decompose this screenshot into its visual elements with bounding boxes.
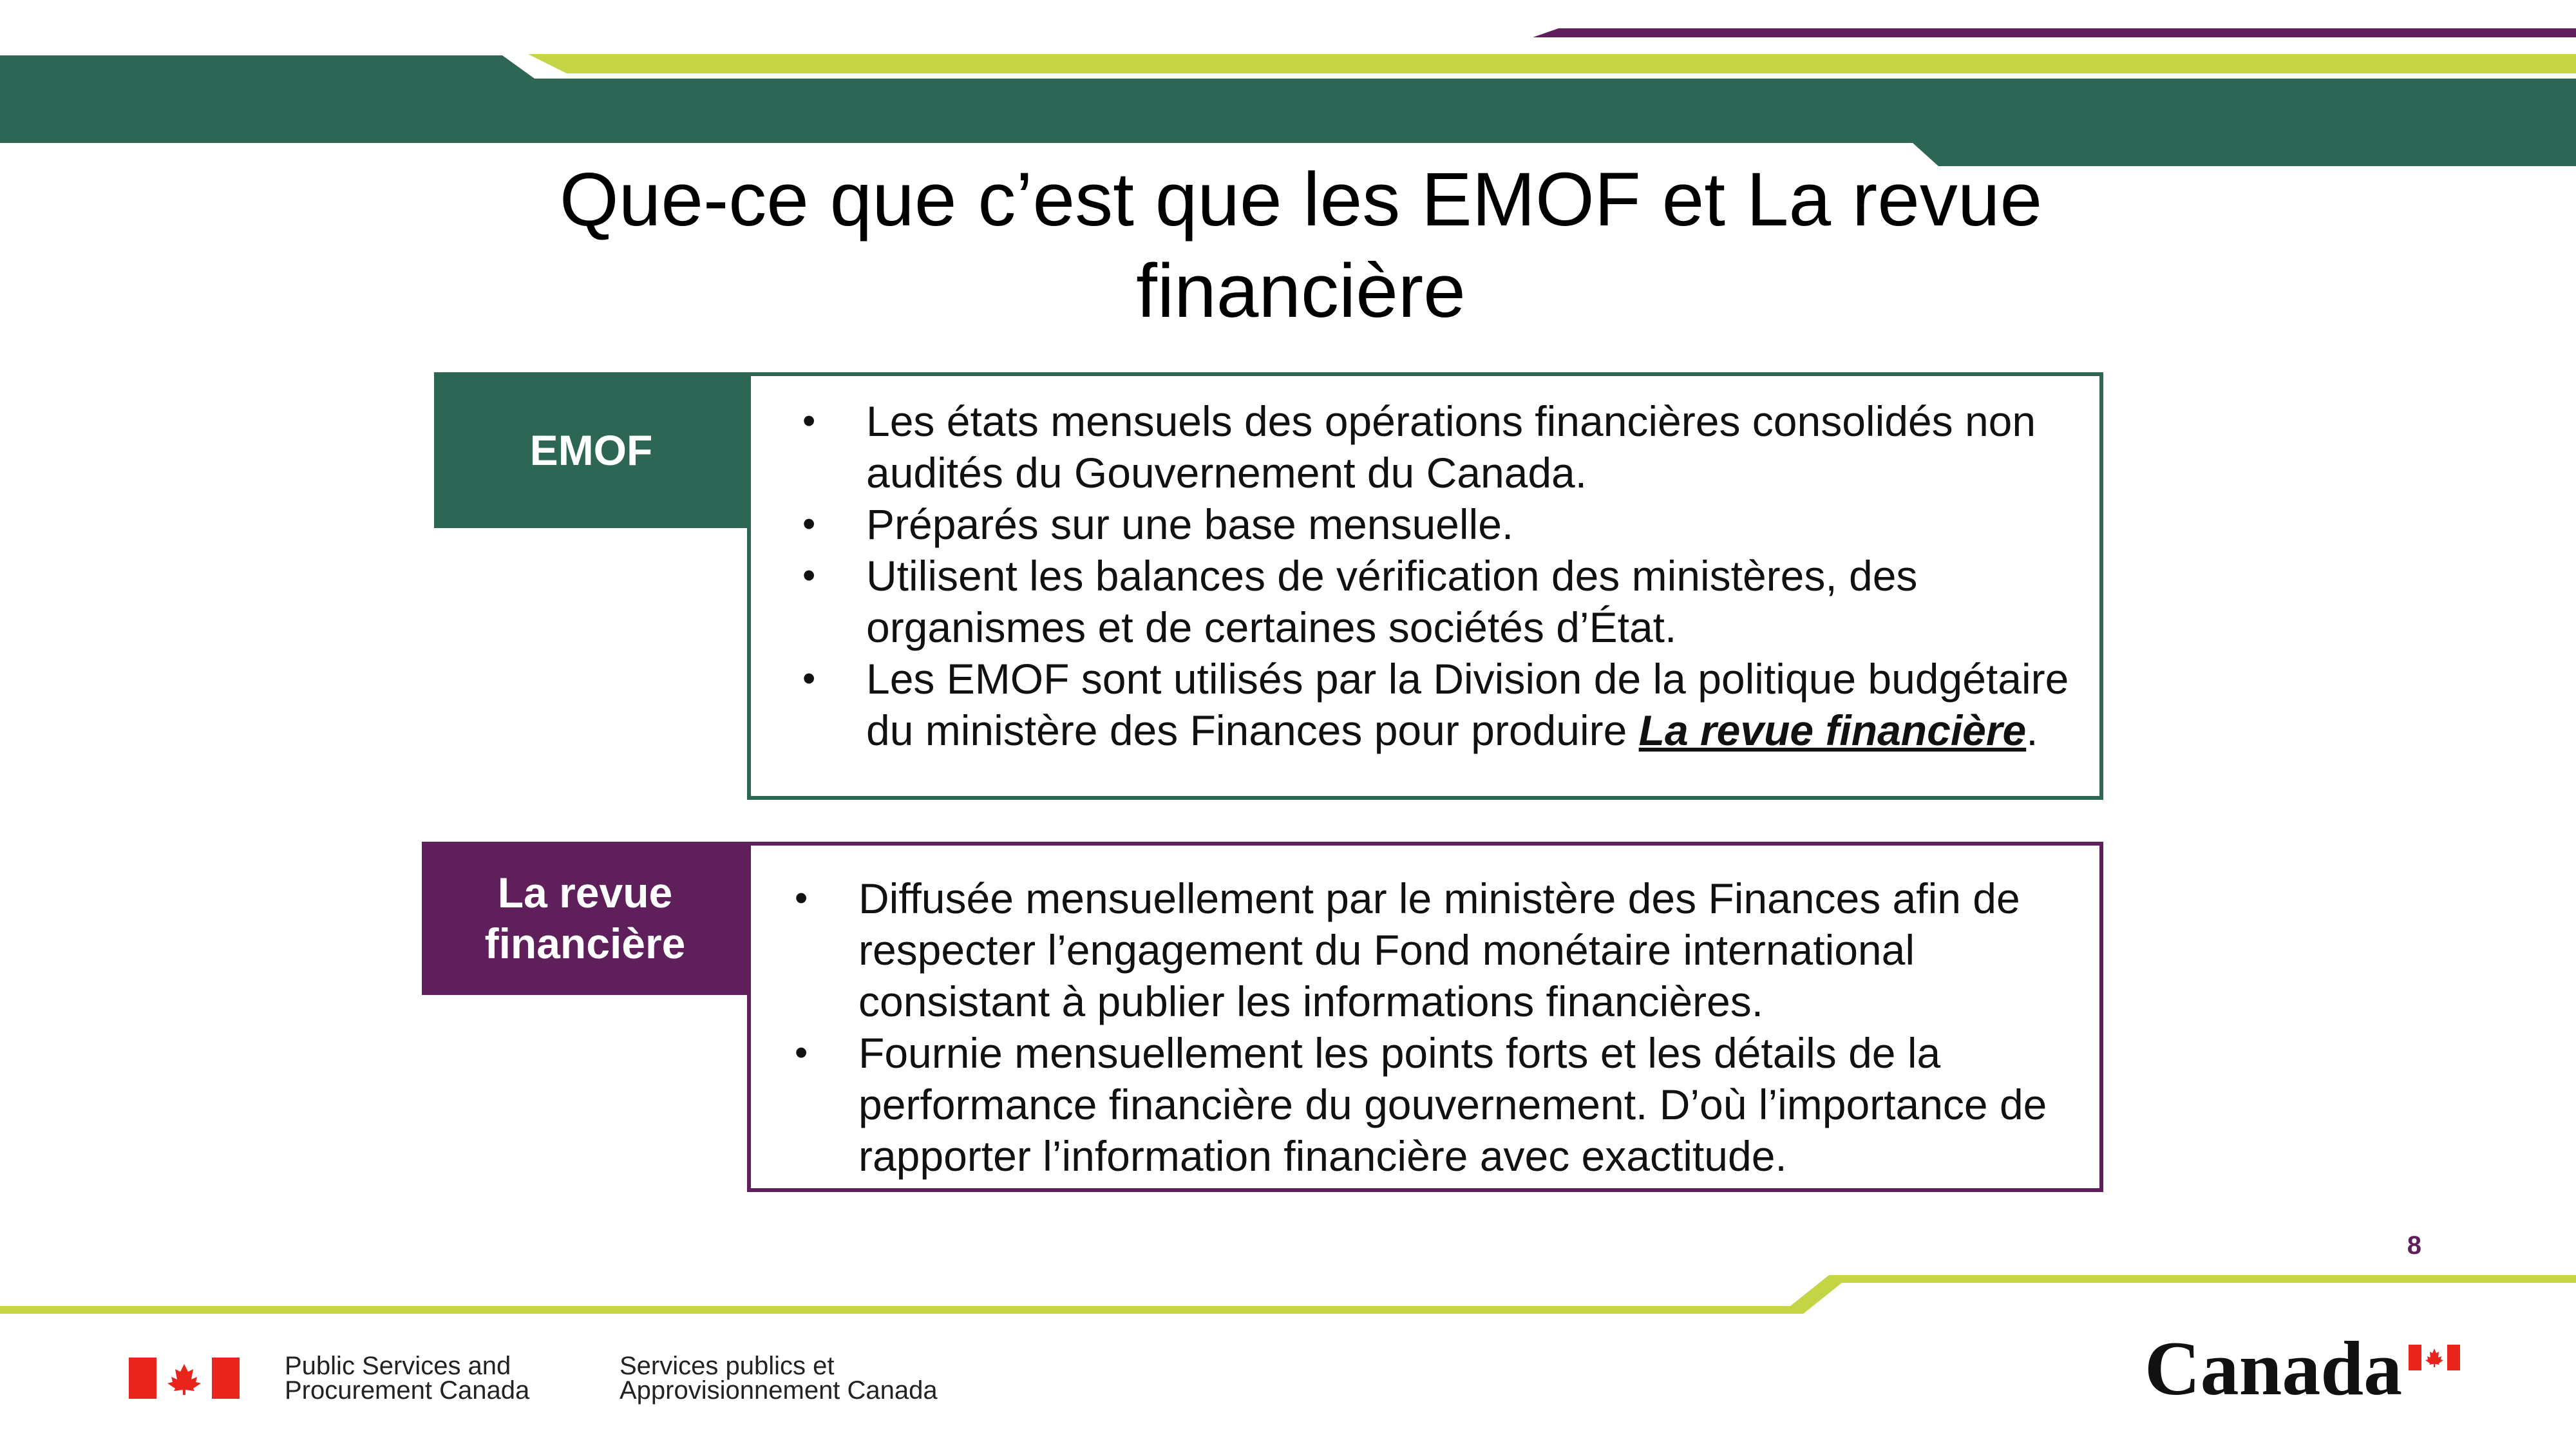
footer-decoration <box>0 1262 2576 1320</box>
emof-label-tab <box>434 372 748 528</box>
header-decoration <box>0 0 2576 174</box>
department-name-french: Services publics et Approvisionnement Canada <box>620 1352 938 1405</box>
list-item: • Utilisent les balances de vérification des ministères, des organismes et de certaines sociétés d’État. <box>866 550 2090 653</box>
bullet-icon: • <box>795 1032 808 1074</box>
bullet-icon: • <box>802 400 816 442</box>
bullet-icon: • <box>802 503 816 545</box>
revue-bullet-list <box>795 873 2088 1182</box>
revue-label: La revue financière <box>484 868 686 967</box>
wordmark-flag-icon <box>2409 1345 2460 1370</box>
page-number: 8 <box>2407 1231 2421 1260</box>
header-lime-stripe <box>528 54 2576 73</box>
slide-title: Que-ce que c’est que les EMOF et La revue financière <box>559 157 2043 334</box>
list-item: • Préparés sur une base mensuelle. <box>866 498 2090 550</box>
revue-financiere-link[interactable]: La revue financière <box>1638 706 2027 754</box>
header-purple-stripe <box>1533 28 2576 37</box>
department-name-english: Public Services and Procurement Canada <box>285 1352 530 1405</box>
canada-wordmark-logo: Canada <box>2145 1325 2403 1411</box>
bullet-icon: • <box>795 877 808 919</box>
canada-flag-icon <box>129 1358 240 1399</box>
list-item: • Diffusée mensuellement par le ministère des Finances afin de respecter l’engagement du Fond monétaire international consistant à publier les informations financières. <box>858 873 2088 1027</box>
footer-lime-band <box>0 1275 2576 1314</box>
emof-label: EMOF <box>529 426 653 474</box>
list-item: • Les EMOF sont utilisés par la Division de la politique budgétaire du ministère des Finances pour produire La revue financière. <box>866 653 2090 756</box>
bullet-icon: • <box>802 658 816 699</box>
revue-label-tab <box>422 842 748 995</box>
list-item: • Les états mensuels des opérations financières consolidés non audités du Gouvernement du Canada. <box>866 395 2090 498</box>
bullet-icon: • <box>802 554 816 596</box>
list-item: • Fournie mensuellement les points forts et les détails de la performance financière du gouvernement. D’où l’importance de rapporter l’information financière avec exactitude. <box>858 1027 2088 1182</box>
emof-bullet-list <box>802 395 2090 756</box>
